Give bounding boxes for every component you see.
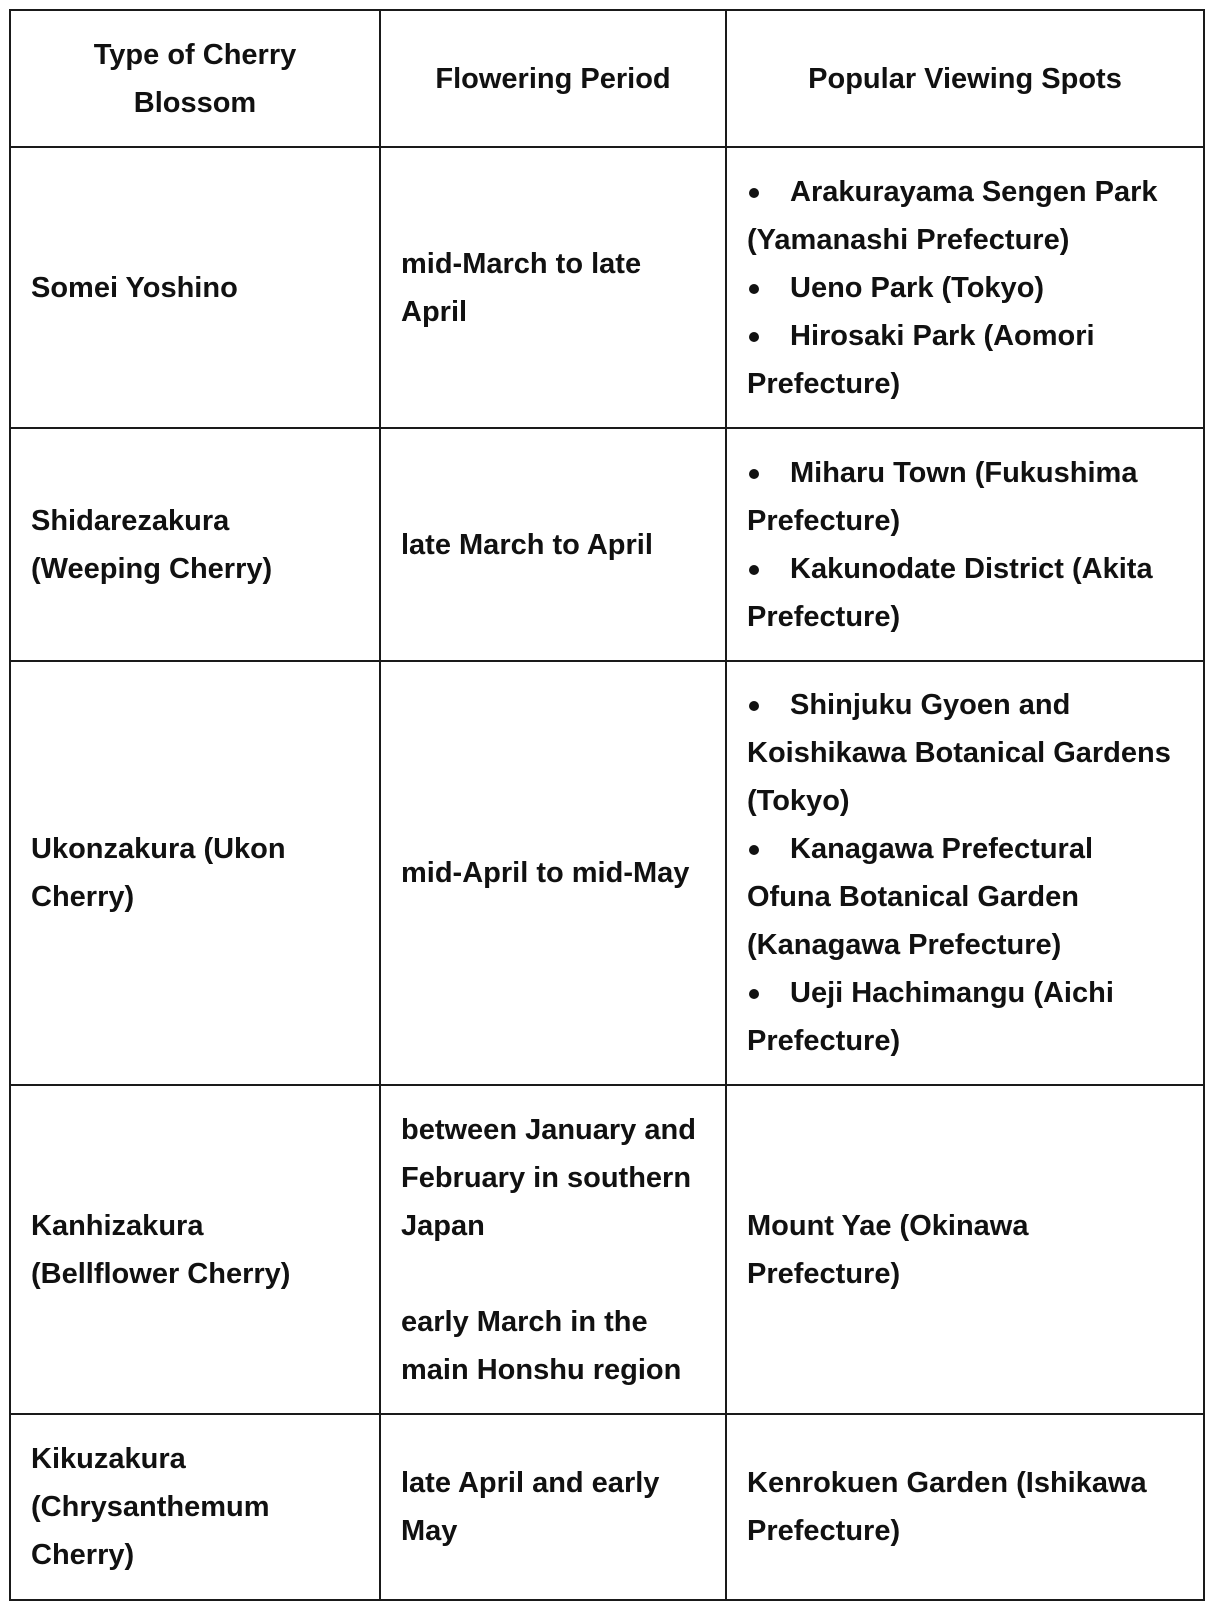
spot-text: Miharu Town (Fukushima Prefecture) [747, 456, 1138, 537]
cell-spots [726, 428, 1204, 661]
spot-text: Kakunodate District (Akita Prefecture) [747, 552, 1153, 633]
cell-type: Somei Yoshino [10, 147, 380, 428]
cell-spots [726, 661, 1204, 1085]
table-row [10, 1085, 1204, 1414]
list-item [747, 168, 1183, 264]
table-row [10, 428, 1204, 661]
period-text: early March in the main Honshu region [401, 1305, 682, 1386]
header-flowering-period: Flowering Period [380, 10, 726, 147]
cell-type: Kanhizakura (Bellflower Cherry) [10, 1085, 380, 1414]
list-item [747, 312, 1183, 408]
cell-type: Shidarezakura (Weeping Cherry) [10, 428, 380, 661]
list-item [747, 825, 1183, 969]
bullet-icon [749, 284, 759, 294]
period-text: mid-April to mid-May [401, 857, 690, 889]
list-item [747, 264, 1183, 312]
cell-spots [726, 147, 1204, 428]
spot-text: Arakurayama Sengen Park (Yamanashi Prefecture) [747, 175, 1158, 256]
cell-period [380, 1414, 726, 1600]
period-text: mid-March to late April [401, 247, 642, 328]
bullet-icon [749, 332, 759, 342]
bullet-icon [749, 701, 759, 711]
list-item [747, 681, 1183, 825]
cell-type: Kikuzakura (Chrysanthemum Cherry) [10, 1414, 380, 1600]
spots-list [747, 168, 1183, 408]
bullet-icon [749, 565, 759, 575]
table-row [10, 661, 1204, 1085]
cell-period [380, 661, 726, 1085]
spot-text: Hirosaki Park (Aomori Prefecture) [747, 319, 1095, 400]
period-text: late April and early May [401, 1467, 660, 1547]
bullet-icon [749, 845, 759, 855]
cell-period [380, 1085, 726, 1414]
header-type: Type of Cherry Blossom [10, 10, 380, 147]
cell-spots: Mount Yae (Okinawa Prefecture) [726, 1085, 1204, 1414]
period-gap [401, 1250, 705, 1298]
spot-text: Ueji Hachimangu (Aichi Prefecture) [747, 977, 1114, 1057]
spots-list [747, 449, 1183, 641]
spot-text: Kanagawa Prefectural Ofuna Botanical Garden (Kanagawa Prefecture) [747, 833, 1094, 961]
list-item [747, 969, 1183, 1065]
period-text: late March to April [401, 528, 653, 561]
bullet-icon [749, 188, 759, 198]
cell-period [380, 147, 726, 428]
spot-text: Ueno Park (Tokyo) [790, 271, 1045, 304]
cherry-blossom-table [9, 9, 1205, 1601]
bullet-icon [749, 989, 759, 999]
list-item [747, 545, 1183, 641]
period-text: between January and February in southern Japan [401, 1113, 696, 1242]
table-row [10, 147, 1204, 428]
bullet-icon [749, 469, 759, 479]
table-row [10, 1414, 1204, 1600]
header-viewing-spots: Popular Viewing Spots [726, 10, 1204, 147]
header-row [10, 10, 1204, 147]
cell-type: Ukonzakura (Ukon Cherry) [10, 661, 380, 1085]
spot-text: Shinjuku Gyoen and Koishikawa Botanical Gardens (Tokyo) [747, 689, 1171, 817]
cell-period [380, 428, 726, 661]
cell-spots: Kenrokuen Garden (Ishikawa Prefecture) [726, 1414, 1204, 1600]
spots-list [747, 681, 1183, 1065]
list-item [747, 449, 1183, 545]
